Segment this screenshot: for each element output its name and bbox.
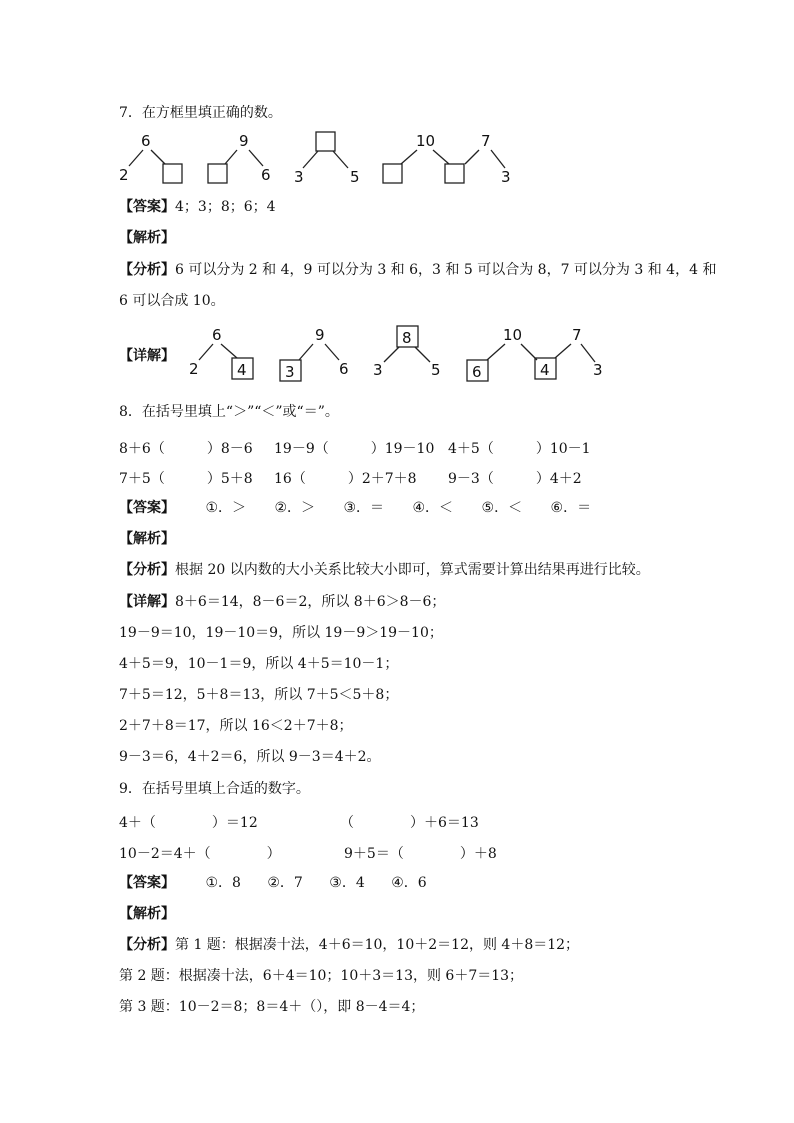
q7-d1-left: 2 (119, 166, 129, 184)
q7-fenxi-line2: 6 可以合成 10。 (119, 293, 225, 309)
q8-title: 8．在括号里填上“＞”“＜”或“＝”。 (119, 404, 339, 420)
q7-d5-right: 3 (501, 168, 511, 186)
q8-detail-line-1 (119, 593, 445, 611)
q8-detail-text-1: 8＋6＝14，8－6＝2，所以 8＋6＞8－6； (175, 594, 446, 610)
q7-d4-left-box[interactable] (383, 164, 402, 183)
q8-detail-line-3: 4＋5＝9，10－1＝9，所以 4＋5＝10－1； (119, 656, 399, 672)
q7-solved-diagrams (185, 322, 610, 384)
q7-s3-top: 8 (402, 329, 412, 347)
q7-d2-top: 9 (239, 132, 249, 150)
q9-item-3: 10－2＝4＋（ ） (119, 846, 281, 862)
q7-jiexi-label: 【解析】 (119, 230, 175, 246)
q7-s3-left: 3 (373, 361, 383, 379)
q7-s1-left: 2 (189, 360, 199, 378)
q7-s5-right: 3 (593, 361, 603, 379)
q9-fenxi-label: 【分析】 (119, 937, 175, 953)
q7-s1-top: 6 (212, 326, 222, 344)
q7-s3-right: 5 (431, 361, 441, 379)
q9-answer-label: 【答案】 (119, 875, 175, 891)
q8-item-5: 16（ ）2＋7＋8 (274, 471, 417, 487)
q7-s5-top: 7 (572, 326, 582, 344)
q7-s4-right: 4 (540, 361, 550, 379)
q7-xiangjie-label: 【详解】 (119, 348, 175, 364)
q7-s2-right: 6 (339, 360, 349, 378)
q7-fenxi-line1 (119, 261, 716, 279)
q8-answer-4: ④．＜ (412, 500, 454, 516)
q9-answer-2: ②．7 (267, 875, 303, 891)
q7-answer-text: 4；3；8；6；4 (175, 199, 276, 215)
q7-fenxi-text1: 6 可以分为 2 和 4，9 可以分为 3 和 6，3 和 5 可以合为 8，7 可以分为 3 和 4，4 和 (175, 262, 717, 278)
q8-item-6: 9－3（ ）4＋2 (448, 471, 582, 487)
q9-fenxi-text-1: 第 1 题：根据凑十法，4＋6＝10，10＋2＝12，则 4＋8＝12； (175, 937, 580, 953)
q9-jiexi-label: 【解析】 (119, 906, 175, 922)
q7-d1-right-box[interactable] (163, 164, 182, 183)
q8-fenxi-line (119, 561, 650, 579)
q7-title: 7．在方框里填正确的数。 (119, 105, 282, 121)
q8-fenxi-label: 【分析】 (119, 562, 175, 578)
q7-s4-left: 6 (472, 363, 482, 381)
q7-d4-right-box[interactable] (445, 164, 464, 183)
q8-answer-5: ⑤．＜ (481, 500, 523, 516)
q7-d2-left-box[interactable] (208, 164, 227, 183)
q7-d5-top: 7 (481, 132, 491, 150)
q9-title: 9．在括号里填上合适的数字。 (119, 781, 310, 797)
q9-answer-1: ①．8 (205, 875, 241, 891)
q7-answer-line (119, 198, 276, 216)
q8-item-3: 4＋5（ ）10－1 (448, 441, 591, 457)
q8-answer-label: 【答案】 (119, 500, 175, 516)
q8-answer-line (119, 499, 591, 517)
q9-answer-4: ④．6 (391, 875, 427, 891)
q8-answer-6: ⑥．＝ (550, 500, 592, 516)
q9-fenxi-line-2: 第 2 题：根据凑十法，6＋4＝10；10＋3＝13，则 6＋7＝13； (119, 968, 524, 984)
q9-fenxi-line-1 (119, 936, 579, 954)
q7-s2-top: 9 (315, 326, 325, 344)
q8-fenxi-text: 根据 20 以内数的大小关系比较大小即可，算式需要计算出结果再进行比较。 (175, 562, 650, 578)
q8-detail-line-6: 9－3＝6，4＋2＝6，所以 9－3＝4＋2。 (119, 749, 381, 765)
q7-s4-top: 10 (503, 326, 523, 344)
q8-answer-3: ③．＝ (343, 500, 385, 516)
q9-item-2: （ ）＋6＝13 (340, 815, 479, 831)
q7-d4-top: 10 (416, 132, 436, 150)
q8-detail-line-4: 7＋5＝12，5＋8＝13，所以 7＋5＜5＋8； (119, 687, 399, 703)
q9-item-4: 9＋5＝（ ）＋8 (344, 846, 497, 862)
q8-jiexi-label: 【解析】 (119, 531, 175, 547)
q9-fenxi-line-3: 第 3 题：10－2＝8；8＝4＋（），即 8－4＝4； (119, 999, 425, 1015)
q7-fenxi-label: 【分析】 (119, 262, 175, 278)
q9-answer-line (119, 874, 427, 892)
q7-d1-top: 6 (141, 132, 151, 150)
q7-d3-top-box[interactable] (316, 132, 335, 151)
q8-answer-1: ①．＞ (205, 500, 247, 516)
q8-detail-line-5: 2＋7＋8＝17，所以 16＜2＋7＋8； (119, 718, 353, 734)
q7-d2-right: 6 (261, 166, 271, 184)
q8-answer-2: ②．＞ (274, 500, 316, 516)
q7-d3-right: 5 (350, 168, 360, 186)
q8-item-1: 8＋6（ ）8－6 (119, 441, 253, 457)
q7-d3-left: 3 (294, 168, 304, 186)
q7-s2-left: 3 (285, 363, 295, 381)
q9-item-1: 4＋（ ）＝12 (119, 815, 258, 831)
q7-problem-diagrams (115, 128, 535, 190)
q7-s1-right: 4 (237, 361, 247, 379)
q8-item-4: 7＋5（ ）5＋8 (119, 471, 253, 487)
q8-item-2: 19－9（ ）19－10 (274, 441, 435, 457)
q8-xiangjie-label: 【详解】 (119, 594, 175, 610)
q7-answer-label: 【答案】 (119, 199, 175, 215)
q9-answer-3: ③．4 (329, 875, 365, 891)
q8-detail-line-2: 19－9＝10，19－10＝9，所以 19－9＞19－10； (119, 625, 443, 641)
